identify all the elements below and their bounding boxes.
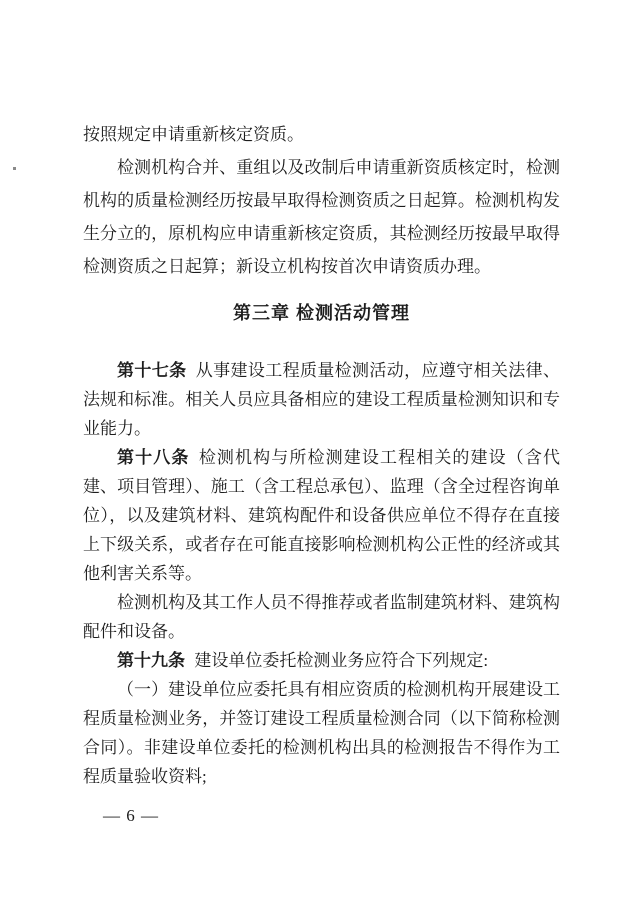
article-number-label: 第十八条 — [117, 448, 190, 467]
paragraph-text: 检测机构合并、重组以及改制后申请重新资质核定时，检测机构的质量检测经历按最早取得检测资质之日起算。检测机构发生分立的，原机构应申请重新核定资质，其检测经历按最早取得检测资质之日起算；新设立机构按首次申请资质办理。 — [83, 158, 560, 276]
page-number: — 6 — — [103, 806, 159, 825]
paragraph-article-17 — [83, 356, 560, 443]
paragraph-item-1 — [83, 675, 560, 791]
article-number-label: 第十九条 — [117, 651, 185, 670]
paragraph-text: 建设单位委托检测业务应符合下列规定: — [194, 651, 489, 670]
paragraph-text: 检测机构及其工作人员不得推荐或者监制建筑材料、建筑构配件和设备。 — [83, 593, 560, 641]
paragraph-text: （一）建设单位应委托具有相应资质的检测机构开展建设工程质量检测业务，并签订建设工程质量检测合同（以下简称检测合同）。非建设单位委托的检测机构出具的检测报告不得作为工程质量验收资料; — [83, 680, 560, 786]
paragraph-article-18 — [83, 443, 560, 588]
chapter-heading: 第三章 检测活动管理 — [232, 303, 410, 323]
text-column — [83, 118, 560, 791]
paragraph-text: 按照规定申请重新核定资质。 — [83, 125, 304, 144]
paragraph-article-19 — [83, 646, 560, 675]
paragraph-text: 从事建设工程质量检测活动，应遵守相关法律、法规和标准。相关人员应具备相应的建设工程质量检测知识和专业能力。 — [83, 361, 561, 438]
paragraph-continuation — [83, 118, 560, 151]
paragraph-text: 检测机构与所检测建设工程相关的建设（含代建、项目管理）、施工（含工程总承包）、监理（含全过程咨询单位），以及建筑材料、建筑构配件和设备供应单位不得存在直接上下级关系，或者存在可能直接影响检测机构公正性的经济或其他利害关系等。 — [83, 448, 561, 583]
scan-speck-artifact — [13, 167, 16, 170]
paragraph — [83, 151, 560, 283]
article-number-label: 第十七条 — [117, 361, 187, 380]
paragraph — [83, 588, 560, 646]
